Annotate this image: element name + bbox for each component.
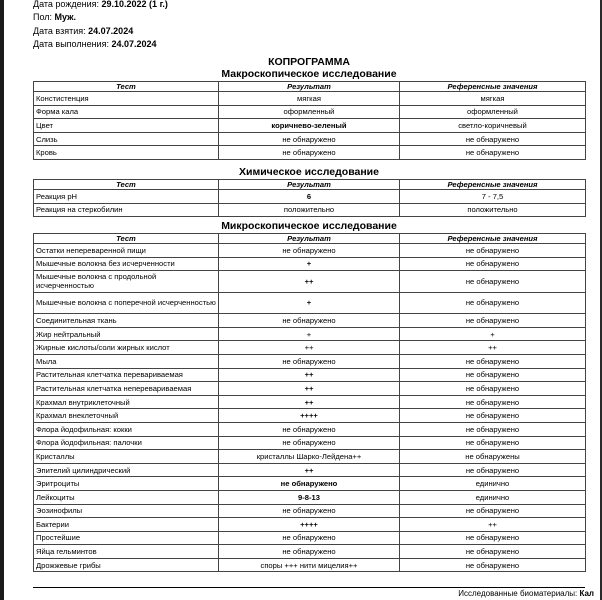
result-cell: ++	[219, 395, 400, 409]
result-cell: положительно	[219, 203, 400, 217]
reference-cell: не обнаружено	[400, 558, 586, 572]
test-cell: Кристаллы	[34, 450, 219, 464]
table-row	[34, 490, 586, 504]
result-cell: ++	[219, 463, 400, 477]
reference-cell: не обнаружено	[400, 463, 586, 477]
test-cell: Кровь	[34, 146, 219, 160]
result-cell: ++++	[219, 409, 400, 423]
reference-cell: единично	[400, 477, 586, 491]
column-header-reference: Референсные значения	[400, 180, 586, 190]
table-row	[34, 354, 586, 368]
table-row	[34, 422, 586, 436]
test-cell: Мышечные волокна без исчерченности	[34, 257, 219, 271]
result-cell: кристаллы Шарко-Лейдена++	[219, 450, 400, 464]
result-cell: не обнаружено	[219, 531, 400, 545]
taken-date-label: Дата взятия:	[33, 25, 86, 36]
done-date-value: 24.07.2024	[111, 38, 157, 49]
footer-divider	[33, 587, 585, 588]
reference-cell: не обнаружено	[400, 436, 586, 450]
reference-cell: не обнаружено	[400, 504, 586, 518]
section-title-macroscopic: Макроскопическое исследование	[221, 68, 397, 80]
reference-cell: не обнаружено	[400, 531, 586, 545]
reference-cell: не обнаружено	[400, 292, 586, 314]
reference-cell: единично	[400, 490, 586, 504]
microscopic-table	[33, 233, 586, 572]
column-header-result: Результат	[219, 234, 400, 244]
result-cell: коричнево-зеленый	[219, 119, 400, 133]
reference-cell: не обнаружено	[400, 395, 586, 409]
table-row	[34, 244, 586, 258]
reference-cell: не обнаружено	[400, 368, 586, 382]
column-header-test: Тест	[34, 234, 219, 244]
result-cell: не обнаружено	[219, 504, 400, 518]
result-cell: не обнаружено	[219, 132, 400, 146]
test-cell: Слизь	[34, 132, 219, 146]
test-cell: Яйца гельминтов	[34, 545, 219, 559]
birth-date-label: Дата рождения:	[33, 0, 99, 9]
birth-date-line	[33, 0, 168, 11]
test-cell: Флора йодофильная: кокки	[34, 422, 219, 436]
test-cell: Форма кала	[34, 105, 219, 119]
result-cell: оформленный	[219, 105, 400, 119]
sex-value: Муж.	[54, 12, 77, 23]
result-cell: +	[219, 292, 400, 314]
test-cell: Крахмал внеклеточный	[34, 409, 219, 423]
reference-cell: не обнаружено	[400, 422, 586, 436]
result-cell: не обнаружено	[219, 545, 400, 559]
test-cell: Жир нейтральный	[34, 327, 219, 341]
patient-info	[33, 0, 168, 51]
result-cell: ++	[219, 382, 400, 396]
test-cell: Дрожжевые грибы	[34, 558, 219, 572]
test-cell: Растительная клетчатка неперевариваемая	[34, 382, 219, 396]
reference-cell: мягкая	[400, 92, 586, 106]
reference-cell: не обнаружено	[400, 314, 586, 328]
test-cell: Лейкоциты	[34, 490, 219, 504]
result-cell: ++	[219, 368, 400, 382]
table-row	[34, 341, 586, 355]
document-title: КОПРОГРАММА	[268, 56, 350, 68]
result-cell: +	[219, 327, 400, 341]
result-cell: не обнаружено	[219, 422, 400, 436]
table-row	[34, 477, 586, 491]
table-row	[34, 105, 586, 119]
reference-cell: оформленный	[400, 105, 586, 119]
test-cell: Констистенция	[34, 92, 219, 106]
footer-biomaterial	[458, 589, 594, 599]
table-row	[34, 504, 586, 518]
test-cell: Мышечные волокна с поперечной исчерченностью	[34, 292, 219, 314]
macroscopic-table	[33, 81, 586, 160]
test-cell: Цвет	[34, 119, 219, 133]
reference-cell: не обнаружены	[400, 450, 586, 464]
column-header-test: Тест	[34, 180, 219, 190]
test-cell: Реакция на стеркобилин	[34, 203, 219, 217]
reference-cell: не обнаружено	[400, 244, 586, 258]
reference-cell: +	[400, 327, 586, 341]
test-cell: Флора йодофильная: палочки	[34, 436, 219, 450]
test-cell: Эритроциты	[34, 477, 219, 491]
column-header-result: Результат	[219, 180, 400, 190]
table-row	[34, 146, 586, 160]
test-cell: Мышечные волокна с продольной исчерченностью	[34, 271, 219, 293]
table-header-row	[34, 82, 586, 92]
taken-date-value: 24.07.2024	[88, 25, 134, 36]
table-row	[34, 203, 586, 217]
reference-cell: не обнаружено	[400, 146, 586, 160]
section-title-microscopic: Микроскопическое исследование	[221, 220, 397, 232]
footer-value: Кал	[579, 589, 594, 598]
test-cell: Соединительная ткань	[34, 314, 219, 328]
column-header-reference: Референсные значения	[400, 82, 586, 92]
table-row	[34, 436, 586, 450]
reference-cell: ++	[400, 341, 586, 355]
result-cell: ++	[219, 271, 400, 293]
sex-label: Пол:	[33, 12, 53, 23]
table-row	[34, 518, 586, 532]
table-row	[34, 327, 586, 341]
table-row	[34, 119, 586, 133]
test-cell: Простейшие	[34, 531, 219, 545]
test-cell: Крахмал внутриклеточный	[34, 395, 219, 409]
table-row	[34, 382, 586, 396]
column-header-result: Результат	[219, 82, 400, 92]
table-header-row	[34, 180, 586, 190]
result-cell: не обнаружено	[219, 477, 400, 491]
page-edge-left	[0, 0, 4, 600]
result-cell: не обнаружено	[219, 146, 400, 160]
result-cell: ++++	[219, 518, 400, 532]
table-row	[34, 450, 586, 464]
birth-date-value: 29.10.2022 (1 г.)	[101, 0, 168, 9]
result-cell: не обнаружено	[219, 314, 400, 328]
footer-label: Исследованные биоматериалы:	[458, 589, 578, 598]
table-row	[34, 92, 586, 106]
table-row	[34, 257, 586, 271]
table-row	[34, 314, 586, 328]
table-header-row	[34, 234, 586, 244]
table-row	[34, 545, 586, 559]
reference-cell: не обнаружено	[400, 545, 586, 559]
test-cell: Реакция pH	[34, 190, 219, 204]
result-cell: 9-8-13	[219, 490, 400, 504]
result-cell: не обнаружено	[219, 244, 400, 258]
result-cell: 6	[219, 190, 400, 204]
result-cell: не обнаружено	[219, 354, 400, 368]
table-row	[34, 190, 586, 204]
reference-cell: не обнаружено	[400, 132, 586, 146]
table-row	[34, 292, 586, 314]
test-cell: Эозинофилы	[34, 504, 219, 518]
reference-cell: светло-коричневый	[400, 119, 586, 133]
table-row	[34, 409, 586, 423]
column-header-reference: Референсные значения	[400, 234, 586, 244]
section-title-chemical: Химическое исследование	[239, 166, 379, 178]
table-row	[34, 368, 586, 382]
test-cell: Бактерии	[34, 518, 219, 532]
reference-cell: не обнаружено	[400, 257, 586, 271]
done-date-label: Дата выполнения:	[33, 38, 109, 49]
taken-date-line	[33, 25, 168, 38]
test-cell: Эпителий цилиндрический	[34, 463, 219, 477]
column-header-test: Тест	[34, 82, 219, 92]
result-cell: ++	[219, 341, 400, 355]
reference-cell: не обнаружено	[400, 354, 586, 368]
table-row	[34, 531, 586, 545]
reference-cell: положительно	[400, 203, 586, 217]
table-row	[34, 271, 586, 293]
done-date-line	[33, 38, 168, 51]
reference-cell: не обнаружено	[400, 271, 586, 293]
result-cell: мягкая	[219, 92, 400, 106]
reference-cell: 7 - 7,5	[400, 190, 586, 204]
result-cell: споры +++ нити мицелия++	[219, 558, 400, 572]
chemical-table	[33, 179, 586, 217]
sex-line	[33, 11, 168, 24]
table-row	[34, 558, 586, 572]
test-cell: Растительная клетчатка перевариваемая	[34, 368, 219, 382]
test-cell: Мыла	[34, 354, 219, 368]
reference-cell: ++	[400, 518, 586, 532]
result-cell: +	[219, 257, 400, 271]
result-cell: не обнаружено	[219, 436, 400, 450]
reference-cell: не обнаружено	[400, 382, 586, 396]
test-cell: Жирные кислоты/соли жирных кислот	[34, 341, 219, 355]
table-row	[34, 395, 586, 409]
test-cell: Остатки непереваренной пищи	[34, 244, 219, 258]
reference-cell: не обнаружено	[400, 409, 586, 423]
table-row	[34, 463, 586, 477]
table-row	[34, 132, 586, 146]
